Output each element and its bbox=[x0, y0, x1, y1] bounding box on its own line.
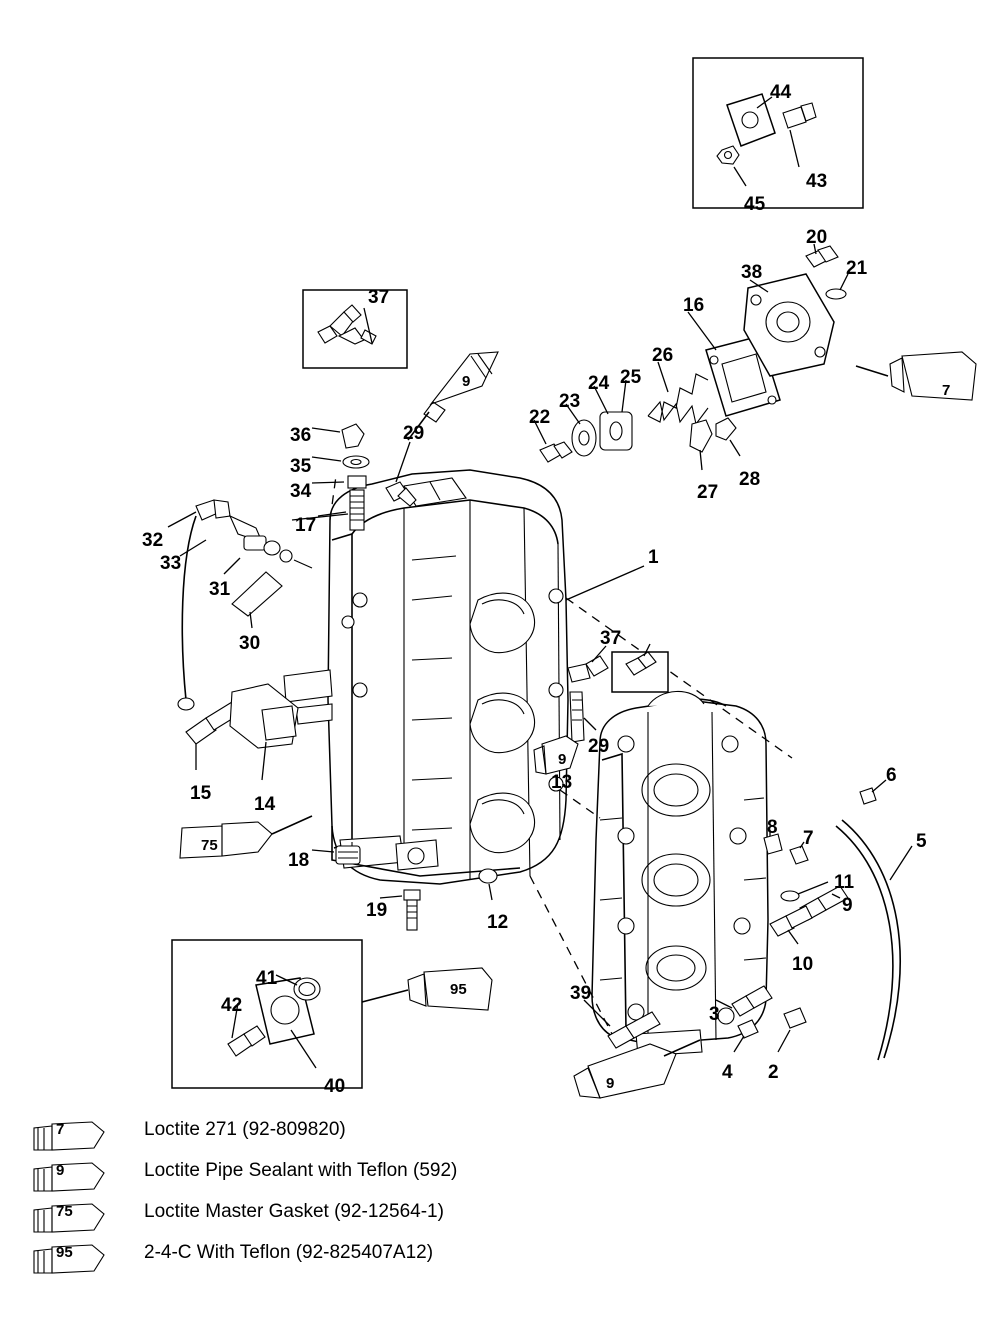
callout-20: 20 bbox=[806, 227, 828, 248]
tube-label-9-top: 9 bbox=[462, 373, 471, 390]
callout-29: 29 bbox=[403, 423, 425, 444]
inset-box-anode bbox=[693, 58, 863, 208]
legend-tube-number: 95 bbox=[56, 1244, 73, 1261]
callout-38: 38 bbox=[741, 262, 763, 283]
legend-tube-number: 75 bbox=[56, 1203, 73, 1220]
callout-9: 9 bbox=[842, 895, 853, 916]
callout-39: 39 bbox=[570, 983, 592, 1004]
legend-tube-number: 7 bbox=[56, 1121, 65, 1138]
callout-29-b: 29 bbox=[588, 736, 610, 757]
callout-32: 32 bbox=[142, 530, 164, 551]
callout-18: 18 bbox=[288, 850, 310, 871]
callout-30: 30 bbox=[239, 633, 261, 654]
tube-95 bbox=[362, 968, 492, 1010]
callout-40: 40 bbox=[324, 1076, 346, 1097]
callout-8: 8 bbox=[767, 817, 778, 838]
callout-41: 41 bbox=[256, 968, 278, 989]
tube-label-7-right: 7 bbox=[942, 382, 951, 399]
callout-6: 6 bbox=[886, 765, 897, 786]
callout-35: 35 bbox=[290, 456, 312, 477]
tube-label-95: 95 bbox=[450, 981, 467, 998]
callout-15: 15 bbox=[190, 783, 212, 804]
legend-text-7: Loctite 271 (92-809820) bbox=[144, 1119, 346, 1140]
callout-45: 45 bbox=[744, 194, 766, 215]
legend-tube-icon-7 bbox=[28, 1113, 136, 1147]
callout-43: 43 bbox=[806, 171, 828, 192]
tube-7-right bbox=[856, 352, 976, 400]
callout-37: 37 bbox=[368, 287, 390, 308]
legend-tube-icon-75 bbox=[28, 1195, 136, 1229]
callout-42: 42 bbox=[221, 995, 243, 1016]
callout-28: 28 bbox=[739, 469, 761, 490]
callout-17: 17 bbox=[295, 515, 317, 536]
callout-19: 19 bbox=[366, 900, 388, 921]
callout-2: 2 bbox=[768, 1062, 779, 1083]
legend-text-75: Loctite Master Gasket (92-12564-1) bbox=[144, 1201, 444, 1222]
callout-33: 33 bbox=[160, 553, 182, 574]
crankcase-body bbox=[284, 470, 568, 884]
callout-14: 14 bbox=[254, 794, 276, 815]
callout-22: 22 bbox=[529, 407, 551, 428]
part-35 bbox=[312, 456, 369, 468]
legend-text-9: Loctite Pipe Sealant with Teflon (592) bbox=[144, 1160, 458, 1181]
callout-24: 24 bbox=[588, 373, 610, 394]
callout-44: 44 bbox=[770, 82, 792, 103]
callout-13: 13 bbox=[551, 772, 573, 793]
legend-tube-icon-9 bbox=[28, 1154, 136, 1188]
legend-text-95: 2-4-C With Teflon (92-825407A12) bbox=[144, 1242, 434, 1263]
legend-row-95 bbox=[28, 1236, 628, 1277]
callout-10: 10 bbox=[792, 954, 814, 975]
tube-label-9-mid: 9 bbox=[558, 751, 567, 768]
callout-5: 5 bbox=[916, 831, 927, 852]
callout-36: 36 bbox=[290, 425, 312, 446]
callout-7: 7 bbox=[803, 828, 814, 849]
part-36 bbox=[312, 424, 364, 448]
callout-1: 1 bbox=[648, 547, 659, 568]
legend-tube-number: 9 bbox=[56, 1162, 65, 1179]
legend-row-75 bbox=[28, 1195, 628, 1236]
part-18 bbox=[312, 846, 360, 864]
callout-21: 21 bbox=[846, 258, 868, 279]
callout-4: 4 bbox=[722, 1062, 733, 1083]
inset-box-fitting-37 bbox=[303, 287, 407, 368]
parts-22-28 bbox=[534, 244, 848, 470]
callout-23: 23 bbox=[559, 391, 581, 412]
callout-37-b: 37 bbox=[600, 628, 622, 649]
legend-row-9 bbox=[28, 1154, 628, 1195]
callout-31: 31 bbox=[209, 579, 231, 600]
callout-34: 34 bbox=[290, 481, 312, 502]
callout-25: 25 bbox=[620, 367, 642, 388]
inset-box-cover-40 bbox=[172, 940, 362, 1088]
callout-16: 16 bbox=[683, 295, 705, 316]
tube-9-bottom bbox=[574, 1040, 700, 1098]
part-12 bbox=[479, 869, 497, 900]
callout-12: 12 bbox=[487, 912, 509, 933]
legend-row-7 bbox=[28, 1113, 628, 1154]
callout-27: 27 bbox=[697, 482, 719, 503]
callout-26: 26 bbox=[652, 345, 674, 366]
legend bbox=[28, 1113, 628, 1277]
tube-label-9-bottom: 9 bbox=[606, 1075, 615, 1092]
callout-3: 3 bbox=[709, 1004, 720, 1025]
callout-11: 11 bbox=[834, 872, 855, 893]
legend-tube-icon-95 bbox=[28, 1236, 136, 1270]
tube-label-75: 75 bbox=[201, 837, 218, 854]
